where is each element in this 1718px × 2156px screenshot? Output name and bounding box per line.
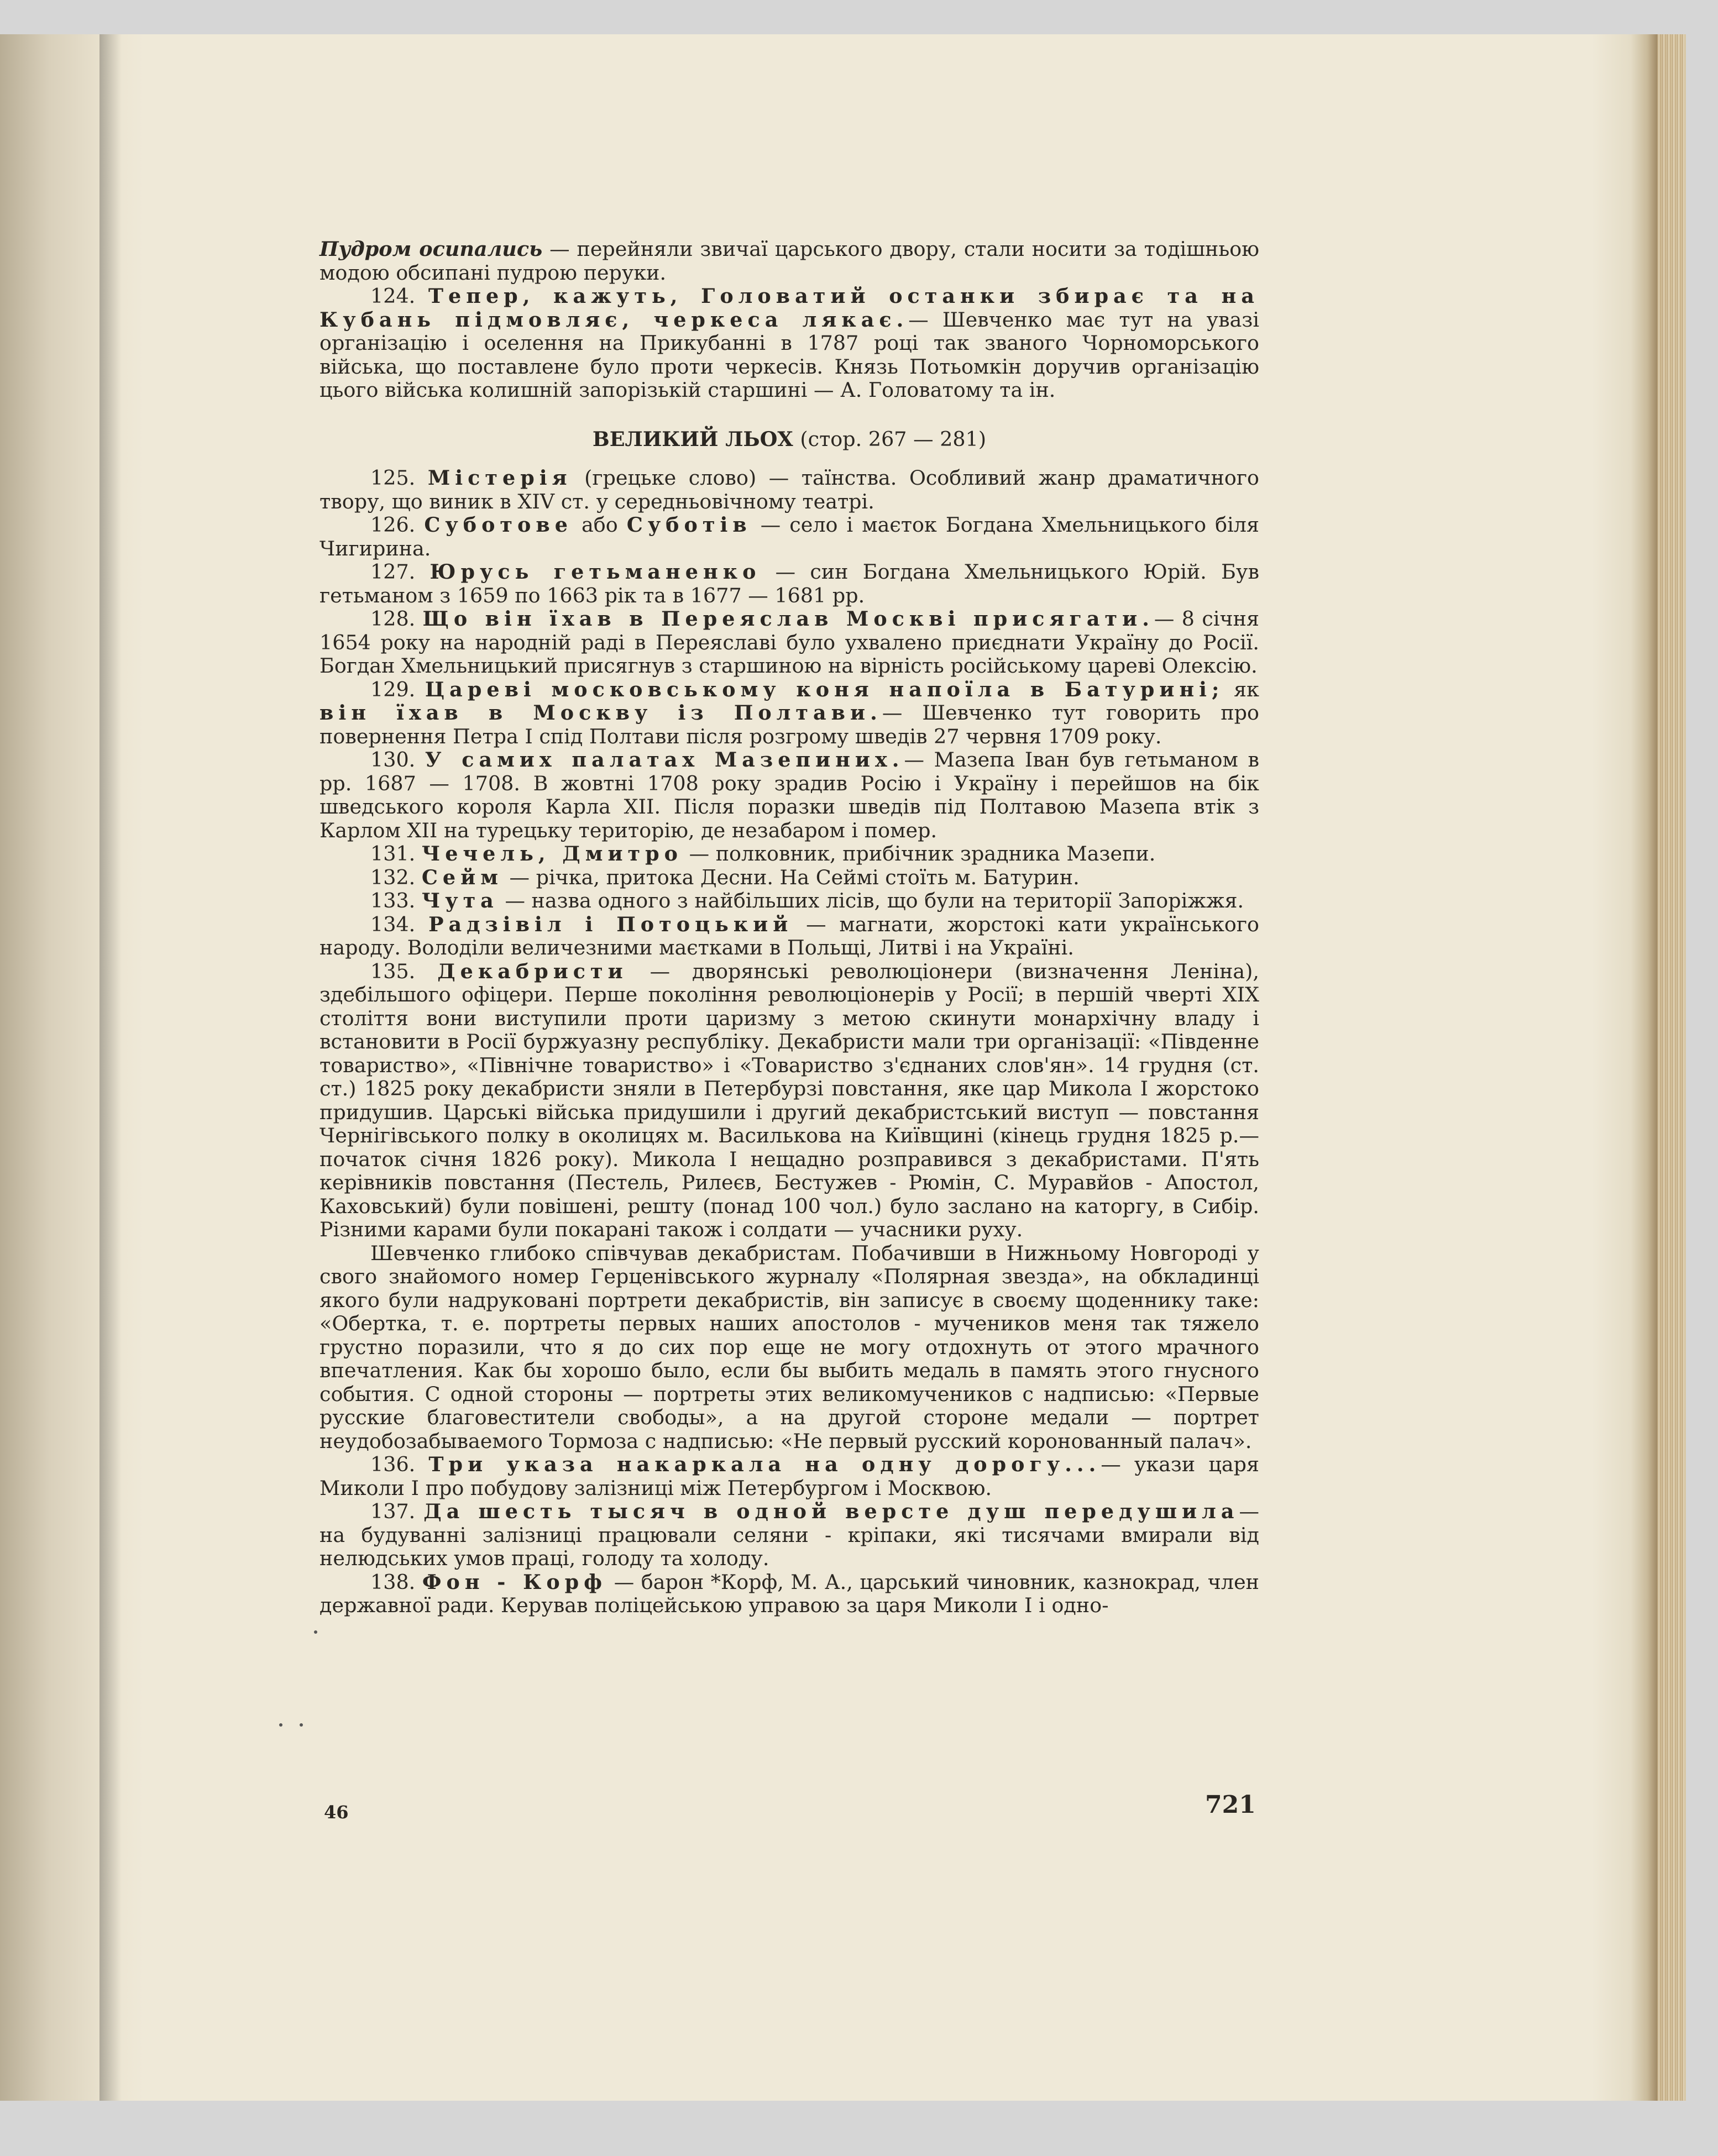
note-entry: [319, 1500, 1259, 1571]
note-number: 132.: [370, 865, 422, 889]
note-number: 131.: [370, 842, 422, 865]
note-entry: [319, 513, 1259, 560]
note-number: 138.: [370, 1570, 422, 1594]
note-text: — назва одного з найбільших лісів, що були на території Запоріжжя.: [498, 889, 1244, 912]
note-headword: Суботів: [626, 513, 752, 537]
note-headword: Цареві московському коня напоїла в Батурині;: [425, 677, 1224, 701]
note-number: 124.: [370, 284, 428, 308]
note-text: — барон *Корф, М. А., царський чиновник, казнокрад, член державної ради. Керував поліцейською управою за царя Миколи I і одно-: [319, 1570, 1259, 1617]
note-text: — син Богдана Хмельницького Юрій. Був гетьманом з 1659 по 1663 рік та в 1677 — 1681 рр.: [319, 560, 1260, 607]
note-entry: [319, 1571, 1259, 1618]
note-entry: [319, 889, 1259, 913]
note-entry: [319, 560, 1259, 607]
note-text: — 8 січня 1654 року на народній раді в Переяславі було ухвалено приєднати Україну до Росії. Богдан Хмельницький присягнув з старшиною на вірність російському цареві Олексію.: [319, 607, 1259, 678]
note-text: — село і маєток Богдана Хмельницького біля Чигирина.: [319, 513, 1259, 560]
page-number: 721: [1205, 1791, 1256, 1819]
note-number: 128.: [370, 607, 423, 631]
note-entry: [319, 866, 1259, 890]
section-heading: [319, 428, 1259, 452]
note-number: 129.: [370, 677, 425, 701]
note-headword: У самих палатах Мазепиних.: [425, 748, 904, 772]
note-number: 125.: [370, 466, 428, 490]
note-entry: [319, 466, 1259, 513]
note-headword: Чечель, Дмитро: [421, 842, 683, 865]
note-number: 126.: [370, 513, 425, 537]
note-text: — полковник, прибічник зрадника Мазепи.: [683, 842, 1156, 865]
note-number: 136.: [370, 1452, 429, 1476]
notes-list: [319, 466, 1259, 1618]
note-entry: [319, 678, 1259, 749]
note-text: Шевченко глибоко співчував декабристам. Побачивши в Нижньому Новгороді у свого знайомого номер Герценівського журналу «Полярная звезда», на обкладинці якого були надруковані портрети декабристів, він записує в своєму щоденнику таке: «Обертка, т. е. портреты первых наших апостолов - мучеников меня так тяжело грустно поразили, что я до сих пор еще не могу отдохнуть от этого мрачного впечатления. Как бы хорошо было, если бы выбить медаль в память этого гнусного события. С одной стороны — портреты этих великомучеников с надписью: «Первые русские благовестители свободы», а на другой стороне медали — портрет неудобозабываемого Тормоза с надписью: «Не первый русский коронованный палач».: [319, 1241, 1259, 1453]
note-headword: Містерія: [427, 466, 572, 490]
note-headword: Радзівіл і Потоцький: [428, 912, 793, 936]
note-entry: [319, 607, 1259, 678]
note-headword: Пудром осипались: [319, 237, 543, 261]
note-pudrom: [319, 238, 1259, 285]
note-text: — річка, притока Десни. На Сеймі стоїть м. Батурин.: [502, 865, 1080, 889]
note-number: 133.: [370, 889, 422, 912]
section-pages: (стор. 267 — 281): [800, 427, 987, 451]
note-entry: [319, 1242, 1259, 1454]
note-headword: Фон - Корф: [422, 1570, 607, 1594]
page-edges: [1657, 34, 1685, 2101]
note-text: або: [572, 513, 627, 537]
note-text: — на будуванні залізниці працювали селяни - кріпаки, які тисячами вмирали від нелюдських умов праці, голоду та холоду.: [319, 1499, 1260, 1570]
margin-speck: [300, 1723, 303, 1727]
margin-speck: [279, 1723, 282, 1727]
note-headword: Суботове: [424, 513, 573, 537]
note-number: 137.: [370, 1499, 424, 1523]
signature-mark: 46: [324, 1802, 349, 1823]
note-text: — Мазепа Іван був гетьманом в рр. 1687 — 1708. В жовтні 1708 року зрадив Росію і Україну і перейшов на бік шведського короля Карла XII. Після поразки шведів під Полтавою Мазепа втік з Карлом XII на турецьку територію, де незабаром і помер.: [319, 748, 1259, 842]
note-headword: Що він їхав в Переяслав Москві присягати.: [422, 607, 1154, 631]
note-headword: Да шесть тысяч в одной версте душ передушила: [423, 1499, 1239, 1523]
note-headword: Чута: [421, 889, 499, 912]
note-entry: [319, 748, 1259, 842]
note-entry: [319, 1453, 1259, 1500]
note-text: — перейняли звичаї царського двору, стали носити за тодішньою модою обсипані пудрою перуки.: [319, 237, 1260, 285]
note-headword: Юрусь гетьманенко: [430, 560, 761, 584]
gutter-shadow: [99, 34, 122, 2101]
note-number: 134.: [370, 912, 429, 936]
margin-speck: [314, 1630, 317, 1634]
note-number: 127.: [370, 560, 430, 584]
note-text: — магнати, жорстокі кати українського народу. Володіли величезними маєтками в Польщі, Литві і на Україні.: [319, 912, 1260, 959]
note-number: 130.: [370, 748, 425, 772]
note-text: як: [1224, 677, 1259, 701]
section-title: ВЕЛИКИЙ ЛЬОХ: [592, 427, 793, 451]
note-number: 135.: [370, 959, 438, 983]
note-headword: Декабристи: [437, 959, 628, 983]
note-124: [319, 285, 1259, 402]
note-headword: Три указа накаркала на одну дорогу...: [428, 1452, 1101, 1476]
note-text: — дворянські революціонери (визначення Леніна), здебільшого офіцери. Перше покоління революціонерів у Росії; в першій чверті XIX століття вони виступили проти царизму з метою скинути монархічну владу і встановити в Росії буржуазну республіку. Декабристи мали три організації: «Південне товариство», «Північне товариство» і «Товариство з'єднаних слов'ян». 14 грудня (ст. ст.) 1825 року декабристи зняли в Петербурзі повстання, яке цар Микола I жорстоко придушив. Царські війська придушили і другий декабристський виступ — повстання Чернігівського полку в околицях м. Василькова на Київщині (кінець грудня 1825 р.— початок січня 1826 року). Микола I нещадно розправився з декабристами. П'ять керівників повстання (Пестель, Рилеєв, Бестужев - Рюмін, С. Муравйов - Апостол, Каховський) були повішені, решту (понад 100 чол.) було заслано на каторгу, в Сибір. Різними карами були покарані також і солдати — учасники руху.: [319, 959, 1259, 1241]
note-entry: [319, 960, 1259, 1242]
note-entry: [319, 842, 1259, 866]
note-headword: Тепер, кажуть, Головатий останки збирає та на Кубань підмовляє, черкеса лякає.: [319, 284, 1259, 332]
note-headword: він їхав в Москву із Полтави.: [319, 701, 882, 725]
note-text: — Шевченко тут говорить про повернення Петра I спід Полтави після розгрому шведів 27 червня 1709 року.: [319, 701, 1259, 748]
note-text: (грецьке слово) — таїнства. Особливий жанр драматичного твору, що виник в XIV ст. у середньовічному театрі.: [319, 466, 1259, 513]
commentary-text: [319, 238, 1259, 1618]
note-text: — Шевченко має тут на увазі організацію і оселення на Прикубанні в 1787 році так званого Чорноморського війська, що поставлене було проти черкесів. Князь Потьомкін доручив організацію цього війська колишній запорізькій старшині — А. Головатому та ін.: [319, 307, 1259, 402]
note-text: — укази царя Миколи I про побудову залізниці між Петербургом і Москвою.: [319, 1452, 1259, 1500]
note-entry: [319, 913, 1259, 960]
note-headword: Сейм: [421, 865, 503, 889]
